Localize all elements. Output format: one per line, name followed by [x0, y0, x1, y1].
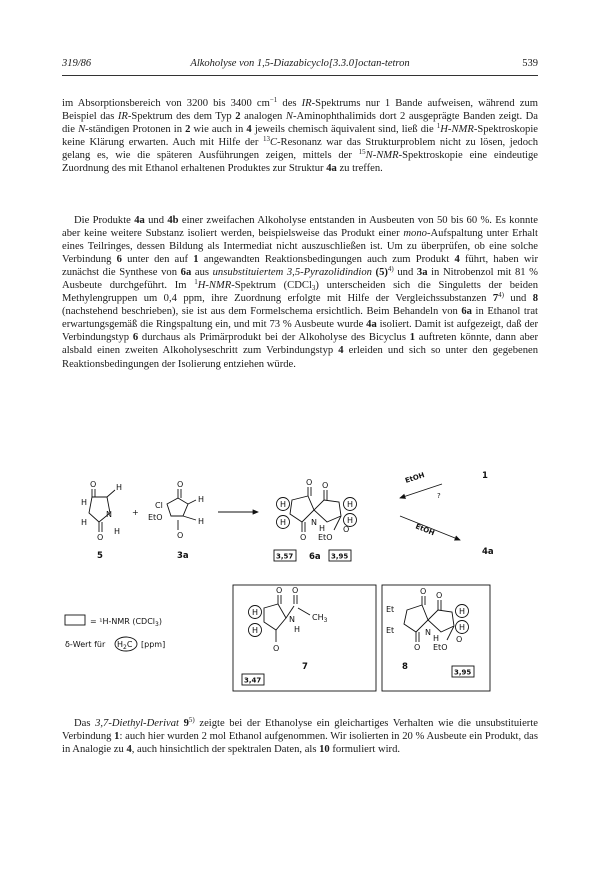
svg-text:O: O — [177, 480, 184, 489]
svg-text:EtO: EtO — [433, 643, 448, 652]
svg-text:N: N — [289, 615, 295, 624]
svg-text:O: O — [292, 586, 299, 595]
journal-reference: 319/86 — [62, 58, 92, 69]
svg-text:O: O — [420, 587, 427, 596]
svg-text:H: H — [114, 527, 121, 536]
arrow-to-1 — [400, 484, 442, 498]
svg-text:H: H — [252, 608, 259, 617]
svg-text:[ppm]: [ppm] — [141, 640, 166, 649]
reagent-etoh-top: EtOH — [404, 471, 426, 485]
svg-text:O: O — [97, 533, 104, 542]
svg-text:H: H — [116, 483, 123, 492]
label-5: 5 — [97, 551, 103, 561]
shift-6a-left: 3,57 — [276, 552, 294, 561]
svg-text:H: H — [347, 500, 354, 509]
frame-7 — [233, 585, 376, 691]
legend — [65, 615, 165, 651]
reaction-scheme-drawing — [62, 470, 538, 705]
structure-6a — [277, 478, 357, 542]
structure-3a — [148, 480, 204, 540]
structure-5 — [81, 480, 122, 542]
label-1: 1 — [482, 471, 488, 481]
svg-text:H: H — [81, 518, 88, 527]
svg-text:H: H — [294, 625, 301, 634]
svg-text:O: O — [276, 586, 283, 595]
svg-text:H: H — [459, 607, 466, 616]
paragraph-3: Das 3,7-Diethyl-Derivat 9$^{5)}$ zeigte bei der Ethanolyse ein gleichartiges Verhalten wie die unsubstituierte Verbindung 1: auch hier wurden 2 mol Ethanol aufgenommen. Wir isolierten in 20 % Ausbeute ein Produkt, das in Analogie zu 4, auch hinsichtlich der spektralen Daten, als 10 formuliert wird. — [62, 716, 538, 756]
page-number: 539 — [522, 58, 538, 69]
running-header — [62, 58, 538, 74]
svg-text:Et: Et — [386, 605, 395, 614]
reaction-scheme — [62, 470, 538, 705]
svg-text:?: ? — [437, 492, 441, 500]
svg-text:O: O — [343, 525, 350, 534]
svg-text:O: O — [322, 481, 329, 490]
svg-text:H: H — [319, 524, 326, 533]
paragraph-2: Die Produkte 4a und 4b einer zweifachen Alkoholyse entstanden in Ausbeuten von 50 bis 60 %. Es konnte aber keine weitere Substanz isoliert werden, beispielsweise das Produkt einer mono-Aufspaltung unter Erhalt eines Teilringes, dessen Bildung als Intermediat nicht auszuschließen ist. Um zu überprüfen, ob eine solche Verbindung 6 unter den auf 1 angewandten Reaktionsbedingungen auch zum Produkt 4 führt, haben wir zunächst die Synthese von 6a aus unsubstituiertem 3,5-Pyrazolidindion $(5)^{4)}$ und 3a in Nitrobenzol mit 81 % Ausbeute durchgeführt. Im $^1$H-NMR-Spektrum (CDCl$_3$) unterscheiden sich die Singuletts der beiden Methylengruppen um 0,4 ppm, ihre Zuordnung erfolgte mit Hilfe der Vergleichssubstanzen 7$^{4)}$ und 8 (nachstehend beschrieben), sie ist aus dem Formelschema ersichtlich. Beim Behandeln von 6a in Ethanol trat erwartungsgemäß die Ringspaltung ein, und mit 73 % Ausbeute wurde 4a isoliert. Damit ist aufgezeigt, daß der Verbindungstyp 6 durchaus als Primärprodukt bei der Alkoholyse des Bicyclus 1 auftreten könnte, dann aber alsbald einen zweiten Alkoholyseschritt zum Verbindungstyp 4 erleiden und sich so unter den gegebenen Reaktionsbedingungen der Isolierung entziehen würde. — [62, 215, 539, 370]
svg-text:δ-Wert für: δ-Wert für — [65, 640, 106, 649]
svg-text:O: O — [177, 531, 184, 540]
svg-text:O: O — [273, 644, 280, 653]
label-6a: 6a — [309, 552, 321, 562]
svg-text:H: H — [347, 516, 354, 525]
svg-text:H: H — [280, 518, 287, 527]
svg-text:N: N — [106, 510, 112, 519]
label-7: 7 — [302, 662, 308, 672]
svg-text:H: H — [459, 623, 466, 632]
svg-text:N: N — [425, 628, 431, 637]
header-rule — [62, 75, 538, 76]
svg-text:O: O — [414, 643, 421, 652]
svg-text:H: H — [198, 495, 205, 504]
svg-text:EtO: EtO — [318, 533, 333, 542]
svg-text:H: H — [252, 626, 259, 635]
reagent-etoh-bottom: EtOH — [414, 522, 436, 538]
shift-8: 3,95 — [454, 668, 472, 677]
running-title: Alkoholyse von 1,5-Diazabicyclo[3.3.0]octan-tetron — [190, 58, 410, 69]
plus-sign: + — [132, 508, 139, 517]
svg-text:O: O — [90, 480, 97, 489]
svg-text:H: H — [433, 634, 440, 643]
shift-7: 3,47 — [244, 676, 262, 685]
label-4a: 4a — [482, 547, 494, 557]
svg-text:= ¹H-NMR (CDCl3): = ¹H-NMR (CDCl$_3$) — [90, 617, 162, 628]
svg-text:Et: Et — [386, 626, 395, 635]
svg-text:Cl: Cl — [155, 501, 163, 510]
svg-text:EtO: EtO — [148, 513, 163, 522]
svg-text:CH3: $CH_3$ — [312, 613, 328, 624]
structure-8 — [382, 585, 490, 691]
shift-6a-right: 3,95 — [331, 552, 349, 561]
paragraph-1: im Absorptionsbereich von 3200 bis 3400 $cm^{-1}$ des IR-Spektrums nur 1 Bande aufweisen, während zum Beispiel das IR-Spektrum des dem Typ 2 analogen N-Aminophthalimids dort 2 ausgeprägte Banden zeigt. Da die N-ständigen Protonen in 2 wie auch in 4 jeweils chemisch äquivalent sind, ließ die $^1$H-NMR-Spektroskopie keine Klärung erwarten. Auch mit Hilfe der $^{13}$C-Resonanz war das Strukturproblem nicht zu lösen, jedoch gelang es, wie die späteren Ausführungen zeigen, mittels der $^{15}$N-NMR-Spektroskopie eine eindeutige Zuordnung des mit Ethanol erhaltenen Produktes zur Struktur 4a zu treffen. — [62, 96, 538, 175]
svg-text:H: H — [198, 517, 205, 526]
svg-text:N: N — [311, 518, 317, 527]
legend-box-swatch — [65, 615, 85, 625]
svg-text:O: O — [456, 635, 463, 644]
label-3a: 3a — [177, 551, 189, 561]
structure-7 — [233, 585, 376, 691]
svg-text:H: H — [280, 500, 287, 509]
svg-text:O: O — [306, 478, 313, 487]
svg-text:H: H — [81, 498, 88, 507]
label-8: 8 — [402, 662, 408, 672]
svg-text:O: O — [436, 591, 443, 600]
svg-text:H2C: $H_2C$ — [117, 640, 133, 651]
svg-text:O: O — [300, 533, 307, 542]
